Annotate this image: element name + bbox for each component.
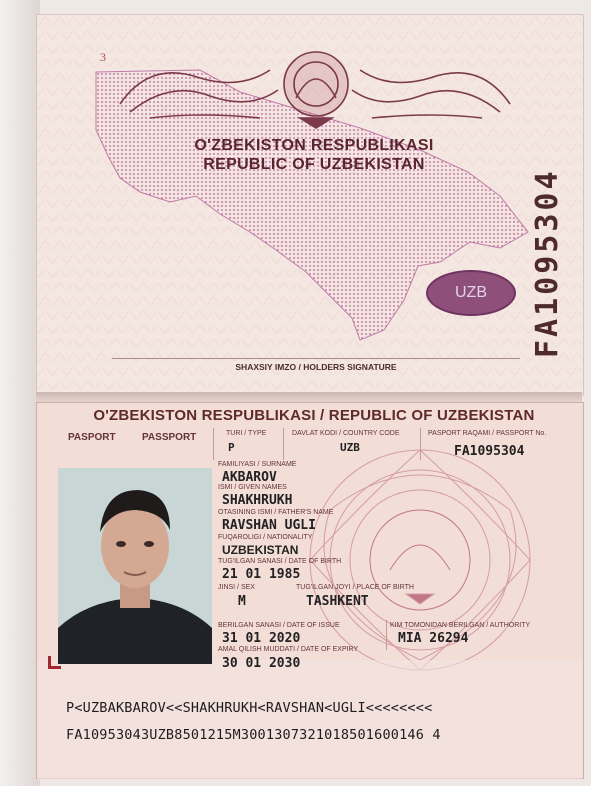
issue-date-label: BERILGAN SANASI / DATE OF ISSUE bbox=[218, 622, 340, 629]
cover-title-uz: O'ZBEKISTON RESPUBLIKASI bbox=[194, 137, 434, 154]
perforated-number: FA1095304 bbox=[530, 168, 565, 358]
field-divider bbox=[283, 428, 284, 460]
nationality-value: UZBEKISTAN bbox=[222, 543, 299, 557]
given-names-label: ISMI / GIVEN NAMES bbox=[218, 484, 287, 491]
holder-photo bbox=[58, 468, 212, 664]
country-badge: UZB bbox=[426, 270, 516, 316]
type-value: P bbox=[228, 441, 235, 454]
fathers-name-label: OTASINING ISMI / FATHER'S NAME bbox=[218, 509, 334, 516]
expiry-date-label: AMAL QILISH MUDDATI / DATE OF EXPIRY bbox=[218, 646, 359, 653]
country-code-label: DAVLAT KODI / COUNTRY CODE bbox=[292, 430, 400, 437]
cover-title-en: REPUBLIC OF UZBEKISTAN bbox=[203, 156, 425, 173]
pob-value: TASHKENT bbox=[306, 594, 369, 609]
dob-label: TUG'ILGAN SANASI / DATE OF BIRTH bbox=[218, 558, 342, 565]
doc-label-en: PASSPORT bbox=[142, 432, 197, 443]
country-code-value: UZB bbox=[340, 441, 360, 454]
passport-no-value: FA1095304 bbox=[454, 444, 525, 459]
expiry-date-value: 30 01 2030 bbox=[222, 656, 301, 671]
passport-no-label: PASPORT RAQAMI / PASSPORT No. bbox=[428, 430, 547, 437]
photo-corner-mark bbox=[48, 656, 61, 669]
portrait-image bbox=[58, 468, 212, 664]
field-divider bbox=[213, 428, 214, 460]
authority-label: KIM TOMONIDAN BERILGAN / AUTHORITY bbox=[390, 622, 531, 629]
sex-value: M bbox=[238, 594, 246, 609]
given-names-value: SHAKHRUKH bbox=[222, 493, 293, 508]
dob-value: 21 01 1985 bbox=[222, 567, 301, 582]
page-number: 3 bbox=[100, 50, 106, 64]
data-page-title: O'ZBEKISTON RESPUBLIKASI / REPUBLIC OF UZBEKISTAN bbox=[93, 407, 535, 424]
mrz-line-2: FA10953043UZB8501215M3001307321018501600146 4 bbox=[66, 727, 441, 743]
field-divider bbox=[386, 620, 387, 650]
surname-label: FAMILIYASI / SURNAME bbox=[218, 461, 297, 468]
pob-label: TUG'ILGAN JOYI / PLACE OF BIRTH bbox=[296, 584, 414, 591]
cover-title bbox=[164, 136, 464, 174]
signature-label: SHAXSIY IMZO / HOLDERS SIGNATURE bbox=[235, 362, 397, 372]
authority-value: MIA 26294 bbox=[398, 631, 469, 646]
surname-value: AKBAROV bbox=[222, 470, 277, 485]
mrz-line-1: P<UZBAKBAROV<<SHAKHRUKH<RAVSHAN<UGLI<<<<<<<< bbox=[66, 700, 433, 716]
nationality-label: FUQAROLIGI / NATIONALITY bbox=[218, 534, 313, 541]
doc-label-uz: PASPORT bbox=[68, 432, 116, 443]
type-label: TURI / TYPE bbox=[226, 430, 267, 437]
sex-label: JINSI / SEX bbox=[218, 584, 255, 591]
field-divider bbox=[420, 428, 421, 460]
signature-line bbox=[112, 358, 520, 359]
fathers-name-value: RAVSHAN UGLI bbox=[222, 518, 316, 533]
issue-date-value: 31 01 2020 bbox=[222, 631, 301, 646]
